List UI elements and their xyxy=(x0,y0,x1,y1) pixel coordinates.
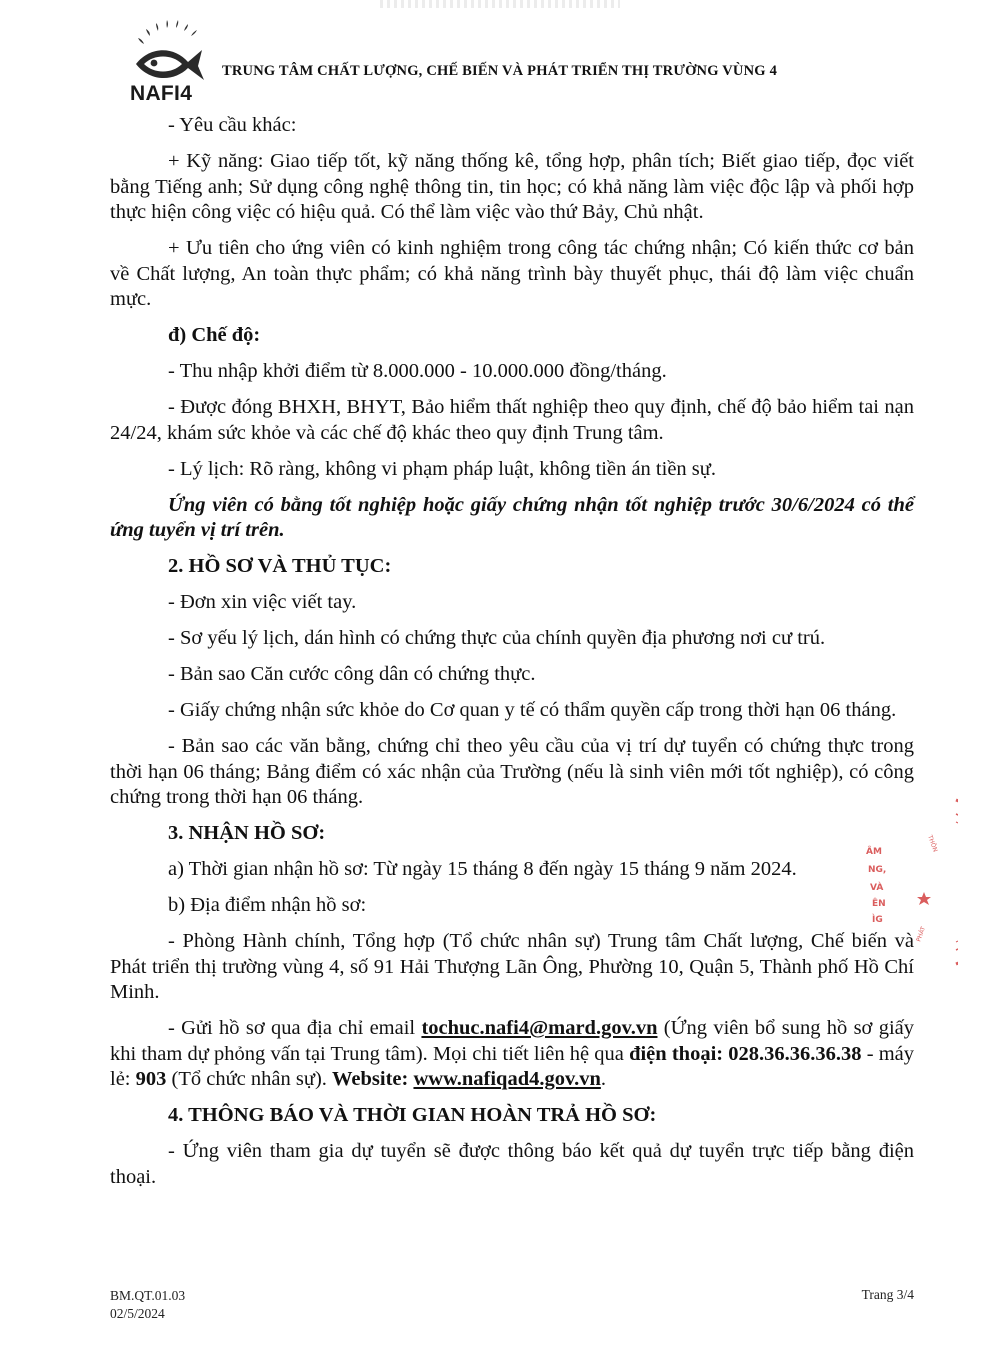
text: - máy lẻ: xyxy=(110,1042,914,1090)
text: - Gửi hồ sơ qua địa chỉ email xyxy=(168,1017,422,1039)
svg-text:ÌG: ÌG xyxy=(872,915,883,925)
contact-paragraph xyxy=(110,1016,914,1093)
paragraph: - Bản sao Căn cước công dân có chứng thực. xyxy=(168,663,536,685)
document-body xyxy=(110,113,914,1190)
paragraph: + Kỹ năng: Giao tiếp tốt, kỹ năng thống kê, tổng hợp, phân tích; Biết giao tiếp, đọc viết bằng Tiếng anh; Sử dụng công nghệ thông tin, tin học; có khả năng làm việc độc lập và phối hợp thực hiện công việc có hiệu quả. Có thể làm việc vào thứ Bảy, Chủ nhật. xyxy=(110,150,914,223)
paragraph: - Bản sao các văn bằng, chứng chỉ theo yêu cầu của vị trí dự tuyển có chứng thực trong thời hạn 06 tháng; Bảng điểm có xác nhận của Trường (nếu là sinh viên mới tốt nghiệp), có công chứng trong thời hạn 06 tháng. xyxy=(110,735,914,808)
paragraph: - Thu nhập khởi điểm từ 8.000.000 - 10.000.000 đồng/tháng. xyxy=(168,360,667,382)
page-number: Trang 3/4 xyxy=(861,1287,914,1302)
extension-number: 903 xyxy=(135,1068,167,1090)
svg-text:ÊN: ÊN xyxy=(872,899,886,909)
website-link[interactable]: www.nafiqad4.gov.vn xyxy=(413,1068,601,1090)
section-heading: 4. THÔNG BÁO VÀ THỜI GIAN HOÀN TRẢ HỒ SƠ: xyxy=(168,1104,657,1126)
paragraph: b) Địa điểm nhận hồ sơ: xyxy=(168,894,367,916)
phone-number: 028.36.36.36.38 xyxy=(728,1042,862,1065)
paragraph: a) Thời gian nhận hồ sơ: Từ ngày 15 tháng 8 đến ngày 15 tháng 9 năm 2024. xyxy=(168,858,797,880)
paragraph: - Phòng Hành chính, Tổng hợp (Tổ chức nhân sự) Trung tâm Chất lượng, Chế biến và Phát triển thị trường vùng 4, số 91 Hải Thượng Lãn Ông, Phường 10, Quận 5, Thành phố Hồ Chí Minh. xyxy=(110,930,914,1003)
fish-logo-icon xyxy=(126,18,210,86)
footer-form-code xyxy=(110,1287,185,1323)
paragraph: - Yêu cầu khác: xyxy=(168,114,297,136)
section-heading: 2. HỒ SƠ VÀ THỦ TỤC: xyxy=(168,555,392,577)
text: (Tổ chức nhân sự). xyxy=(166,1068,333,1090)
svg-text:NG,: NG, xyxy=(868,865,887,875)
email-link[interactable]: tochuc.nafi4@mard.gov.vn xyxy=(421,1017,658,1039)
text: (Ứng viên bổ sung hồ sơ giấy khi tham dự phỏng vấn tại Trung tâm). Mọi chi tiết liên hệ qua xyxy=(110,1017,914,1065)
paragraph: - Được đóng BHXH, BHYT, Bảo hiểm thất nghiệp theo quy định, chế độ bảo hiểm tai nạn 24/24, khám sức khỏe và các chế độ khác theo quy định Trung tâm. xyxy=(110,396,914,444)
form-date: 02/5/2024 xyxy=(110,1306,165,1321)
section-heading: 3. NHẬN HỒ SƠ: xyxy=(168,822,326,844)
scan-artifact xyxy=(380,0,620,8)
nafi4-logo xyxy=(126,18,210,110)
form-code: BM.QT.01.03 xyxy=(110,1288,186,1303)
organization-name: TRUNG TÂM CHẤT LƯỢNG, CHẾ BIẾN VÀ PHÁT TRIỂN THỊ TRƯỜNG VÙNG 4 xyxy=(222,63,778,79)
logo-text: NAFI4 xyxy=(130,82,193,105)
website-label: Website: xyxy=(332,1068,409,1090)
svg-text:PHÁT: PHÁT xyxy=(915,925,928,943)
paragraph: + Ưu tiên cho ứng viên có kinh nghiệm trong công tác chứng nhận; Có kiến thức cơ bản về Chất lượng, An toàn thực phẩm; có khả năng trình bày thuyết phục, thái độ làm việc chuẩn mực. xyxy=(110,237,914,310)
svg-text:THÔN: THÔN xyxy=(926,834,939,854)
paragraph: - Sơ yếu lý lịch, dán hình có chứng thực của chính quyền địa phương nơi cư trú. xyxy=(168,627,826,649)
svg-text:ÂM: ÂM xyxy=(866,847,882,857)
paragraph: - Ứng viên tham gia dự tuyển sẽ được thông báo kết quả dự tuyển trực tiếp bằng điện thoại. xyxy=(110,1140,914,1188)
paragraph: - Đơn xin việc viết tay. xyxy=(168,591,357,613)
paragraph: - Giấy chứng nhận sức khỏe do Cơ quan y tế có thẩm quyền cấp trong thời hạn 06 tháng. xyxy=(168,699,897,721)
text: . xyxy=(600,1068,606,1090)
emphasis-note: Ứng viên có bằng tốt nghiệp hoặc giấy chứng nhận tốt nghiệp trước 30/6/2024 có thể ứng tuyển vị trí trên. xyxy=(110,493,914,541)
phone-label: điện thoại: xyxy=(629,1042,724,1065)
svg-text:VÀ: VÀ xyxy=(870,883,884,893)
paragraph: - Lý lịch: Rõ ràng, không vi phạm pháp luật, không tiền án tiền sự. xyxy=(168,457,717,480)
section-heading: đ) Chế độ: xyxy=(168,324,261,346)
